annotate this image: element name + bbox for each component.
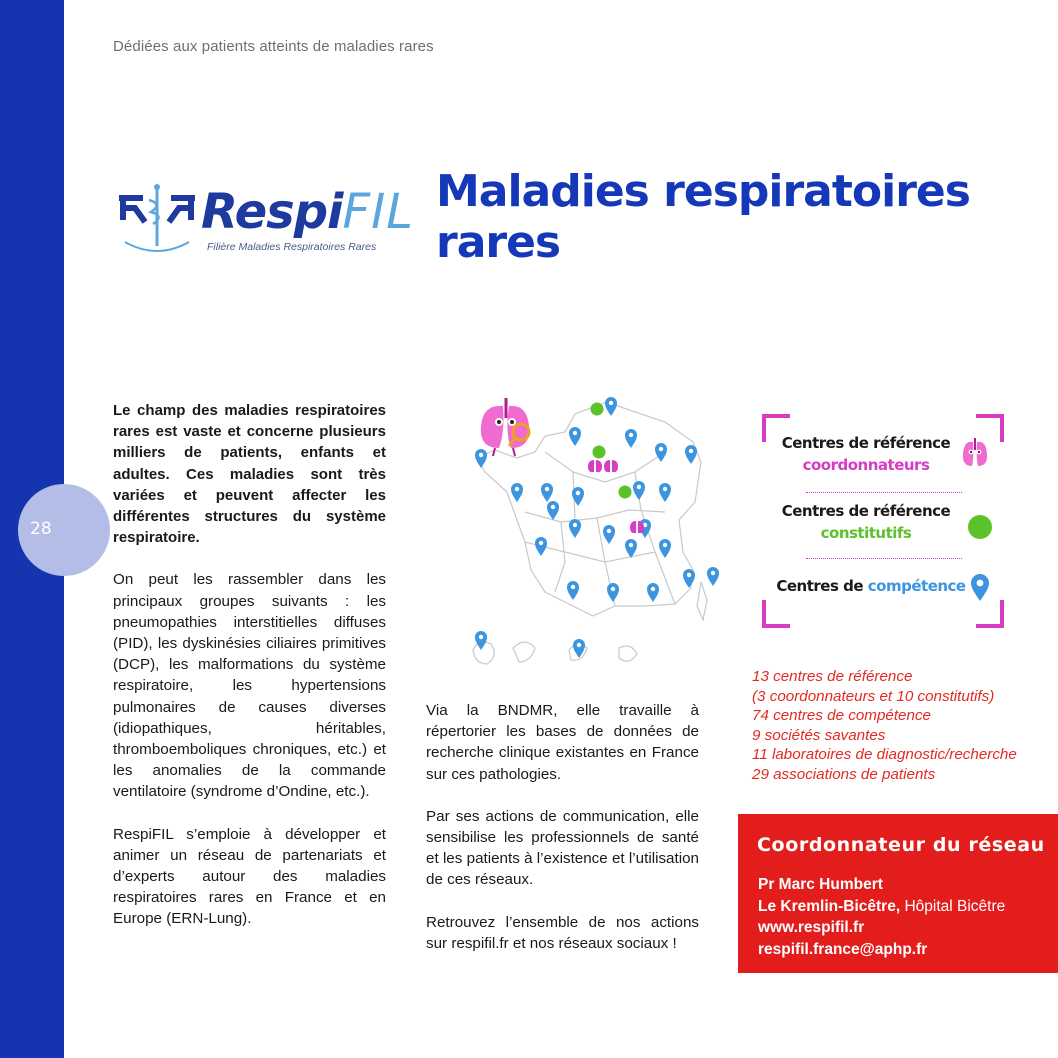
lung-mascot-icon	[960, 436, 990, 472]
logo-word-accent: FIL	[342, 184, 415, 240]
map-pin-center	[611, 587, 615, 591]
map-pin-icon	[625, 429, 637, 448]
map-pin-icon	[607, 583, 619, 602]
map-pin-icon	[475, 631, 487, 650]
coordinator-heading: Coordonnateur du réseau	[757, 834, 1045, 856]
map-pin-center	[609, 401, 613, 405]
stat-line: 11 laboratoires de diagnostic/recherche	[752, 746, 1017, 764]
map-pin-center	[651, 587, 655, 591]
legend-item3-prefix: Centres de	[776, 577, 864, 595]
map-green-dot-icon	[593, 446, 606, 459]
legend-item-constitutive	[766, 500, 966, 544]
map-pin-icon	[569, 427, 581, 446]
legend-item1-line1: Centres de référence	[781, 434, 951, 452]
map-lung-icon	[630, 521, 644, 533]
map-pin-icon	[603, 525, 615, 544]
map-pin-icon	[647, 583, 659, 602]
map-pin-center	[576, 491, 580, 495]
map-pin-icon	[541, 483, 553, 502]
stat-line: 29 associations de patients	[752, 765, 936, 783]
map-pin-center	[629, 543, 633, 547]
map-lung-icon	[604, 460, 618, 472]
logo-wordmark	[201, 184, 414, 240]
map-pin-icon	[683, 569, 695, 588]
map-pin-center	[479, 635, 483, 639]
map-pin-center	[573, 523, 577, 527]
map-pin-center	[659, 447, 663, 451]
map-pin-icon	[655, 443, 667, 462]
map-pin-center	[711, 571, 715, 575]
map-pin-center	[545, 487, 549, 491]
coordinator-website-link[interactable]: www.respifil.fr	[758, 919, 865, 936]
map-pin-center	[663, 543, 667, 547]
stats-list	[752, 667, 1052, 785]
map-pin-center	[577, 643, 581, 647]
title-line-1: Maladies respiratoires	[436, 166, 970, 217]
legend-divider-2	[806, 558, 962, 559]
map-pin-center	[663, 487, 667, 491]
text-column-left	[113, 400, 386, 951]
legend-item2-line2: constitutifs	[820, 524, 912, 542]
map-pin-center	[573, 431, 577, 435]
map-pin-icon	[625, 539, 637, 558]
map-pin-icon	[535, 537, 547, 556]
lead-paragraph: Le champ des maladies respiratoires rares est vaste et concerne plusieurs milliers de patients, enfants et adultes. Ces maladies sont très variées et peuvent affecter les différentes structures du système respiratoire.	[113, 402, 386, 547]
map-pin-center	[629, 433, 633, 437]
coordinator-details	[758, 874, 1005, 960]
map-pin-center	[687, 573, 691, 577]
green-dot-icon	[967, 514, 993, 540]
map-lung-icon	[588, 460, 602, 472]
logo-word-main: Respi	[201, 184, 343, 240]
map-pin-icon	[685, 445, 697, 464]
map-pin-icon	[567, 581, 579, 600]
stat-line: 13 centres de référence	[752, 668, 913, 685]
map-pin-center	[515, 487, 519, 491]
groups-paragraph: On peut les rassembler dans les principaux groupes suivants : les pneumopathies interstitielles diffuses (PID), les dyskinésies ciliaires primitives (DCP), les malformations du système respiratoire, les hypertensions pulmonaires de causes diverses (idiopathiques, héritables, thromboemboliques chroniques, etc.) et les anomalies de la commande ventilatoire (syndrome d’Ondine, etc.).	[113, 571, 386, 801]
logo-subtitle: Filière Maladies Respiratoires Rares	[207, 241, 377, 253]
network-paragraph: RespiFIL s’emploie à développer et animer un réseau de partenariats et d’experts autour des maladies respiratoires rares en France et en Europe (ERN-Lung).	[113, 825, 386, 928]
legend-item2-line1: Centres de référence	[781, 502, 951, 520]
overseas-outlines	[473, 642, 637, 664]
map-pin-center	[551, 505, 555, 509]
coordinator-box	[738, 814, 1058, 973]
respifil-emblem-icon	[117, 180, 197, 260]
map-pin-center	[637, 485, 641, 489]
legend-item-coordinators	[766, 432, 966, 476]
france-centres-map	[465, 392, 720, 682]
map-green-dot-icon	[619, 486, 632, 499]
bndmr-paragraph: Via la BNDMR, elle travaille à répertorier les bases de données de recherche clinique existantes en France sur ces pathologies.	[426, 702, 699, 783]
social-paragraph: Retrouvez l’ensemble de nos actions sur respifil.fr et nos réseaux sociaux !	[426, 913, 699, 952]
stat-line: (3 coordonnateurs et 10 constitutifs)	[752, 687, 995, 705]
map-markers	[475, 397, 719, 658]
blue-pin-icon	[970, 574, 990, 602]
map-pin-icon	[659, 539, 671, 558]
map-pin-center	[571, 585, 575, 589]
legend-divider-1	[806, 492, 962, 493]
legend-item1-line2: coordonnateurs	[802, 456, 930, 474]
map-pin-icon	[569, 519, 581, 538]
page-number: 28	[30, 519, 52, 539]
map-pin-icon	[547, 501, 559, 520]
running-header: Dédiées aux patients atteints de maladies rares	[113, 38, 434, 55]
legend-item-competence	[766, 575, 976, 597]
respifil-logo	[117, 180, 415, 260]
map-pin-icon	[475, 449, 487, 468]
map-green-dot-icon	[591, 403, 604, 416]
coordinator-hospital: Hôpital Bicêtre	[900, 897, 1006, 915]
map-pin-center	[479, 453, 483, 457]
map-pin-icon	[511, 483, 523, 502]
stat-line: 9 sociétés savantes	[752, 726, 886, 744]
coordinator-name: Pr Marc Humbert	[758, 876, 883, 893]
page-title	[436, 166, 996, 268]
map-pin-icon	[659, 483, 671, 502]
communication-paragraph: Par ses actions de communication, elle sensibilise les professionnels de santé et les patients à l’existence et l’utilisation de ces réseaux.	[426, 807, 699, 889]
title-line-2: rares	[436, 217, 561, 268]
map-pin-center	[607, 529, 611, 533]
map-pin-center	[689, 449, 693, 453]
coordinator-city: Le Kremlin-Bicêtre,	[758, 897, 901, 915]
map-pin-icon	[633, 481, 645, 500]
map-pin-center	[539, 541, 543, 545]
text-column-middle	[426, 700, 699, 975]
coordinator-address	[758, 896, 1005, 918]
lung-mascot-magnifier-icon	[481, 398, 529, 456]
stat-line: 74 centres de compétence	[752, 707, 931, 725]
coordinator-email-link[interactable]: respifil.france@aphp.fr	[758, 940, 928, 958]
legend	[760, 412, 1006, 630]
map-pin-icon	[605, 397, 617, 416]
map-pin-icon	[707, 567, 719, 586]
legend-item3-accent: compétence	[867, 577, 966, 595]
